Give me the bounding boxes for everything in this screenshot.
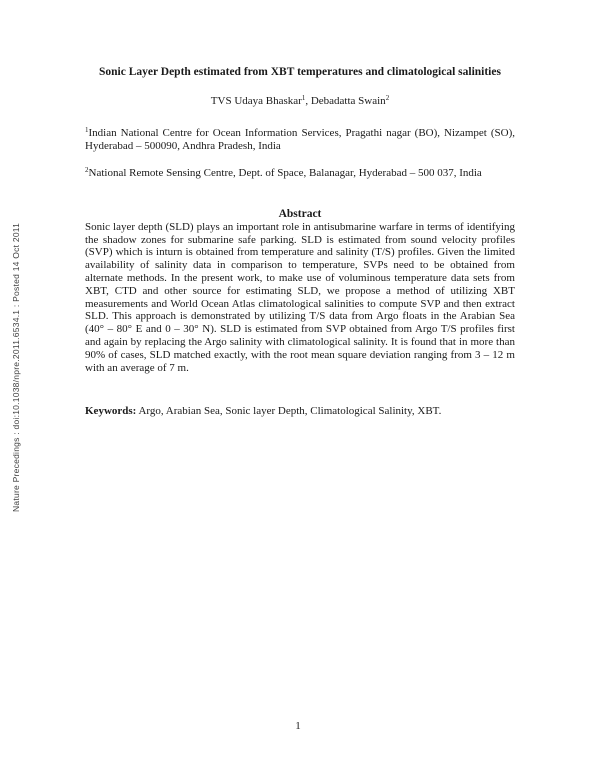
author-2-name: Debadatta Swain (310, 94, 386, 107)
abstract-heading: Abstract (278, 207, 322, 220)
keywords-text: Argo, Arabian Sea, Sonic layer Depth, Climatological Salinity, XBT. (136, 405, 442, 418)
authors-line (85, 95, 515, 109)
affiliation-2 (85, 167, 515, 181)
author-1-name: TVS Udaya Bhaskar (210, 94, 302, 107)
keywords-line (85, 405, 515, 418)
affiliation-2-text: National Remote Sensing Centre, Dept. of Space, Balanagar, Hyderabad – 500 037, India (88, 167, 482, 180)
preprint-doi-watermark: Nature Precedings : doi:10.1038/npre.2011.6534.1 : Posted 14 Oct 2011 (11, 222, 21, 512)
affiliation-2-marker: 2 (85, 166, 89, 175)
affiliation-1-marker: 1 (85, 125, 89, 134)
abstract-paragraph: Sonic layer depth (SLD) plays an important role in antisubmarine warfare in terms of identifying the shadow zones for submarine safe parking. SLD is estimated from sound velocity profiles (SVP) which is inturn is obtained from temperature and salinity (T/S) profiles. Given the limited availability of salinity data in comparison to temperature, SVPs need to be obtained from alternate methods. In the present work, to make use of voluminous temperature data sets from XBT, CTD and other source for estimating SLD, we propose a method of utilizing XBT measurements and World Ocean Atlas climatological salinities to compute SVP and then extract SLD. This approach is demonstrated by utilizing T/S data from Argo floats in the Arabian Sea (40° – 80° E and 0 – 30° N). SLD is estimated from SVP obtained from Argo T/S profiles first and again by replacing the Argo salinity with climatological salinity. It is found that in more than 90% of cases, SLD matched exactly, with the root mean square deviation ranging from 3 – 12 m with an average of 7 m. (85, 220, 515, 374)
author-1-affiliation-marker: 1 (301, 93, 306, 102)
author-2-affiliation-marker: 2 (385, 93, 390, 102)
paper-title: Sonic Layer Depth estimated from XBT temperatures and climatological salinities (99, 66, 501, 78)
author-separator: , (305, 94, 311, 107)
page-number: 1 (295, 720, 301, 732)
keywords-label: Keywords: (85, 405, 137, 418)
affiliation-1 (85, 127, 515, 154)
affiliation-1-text: Indian National Centre for Ocean Information Services, Pragathi nagar (BO), Nizampet (SO), Hyderabad – 500090, Andhra Pradesh, India (85, 126, 515, 153)
page-content (85, 66, 515, 418)
